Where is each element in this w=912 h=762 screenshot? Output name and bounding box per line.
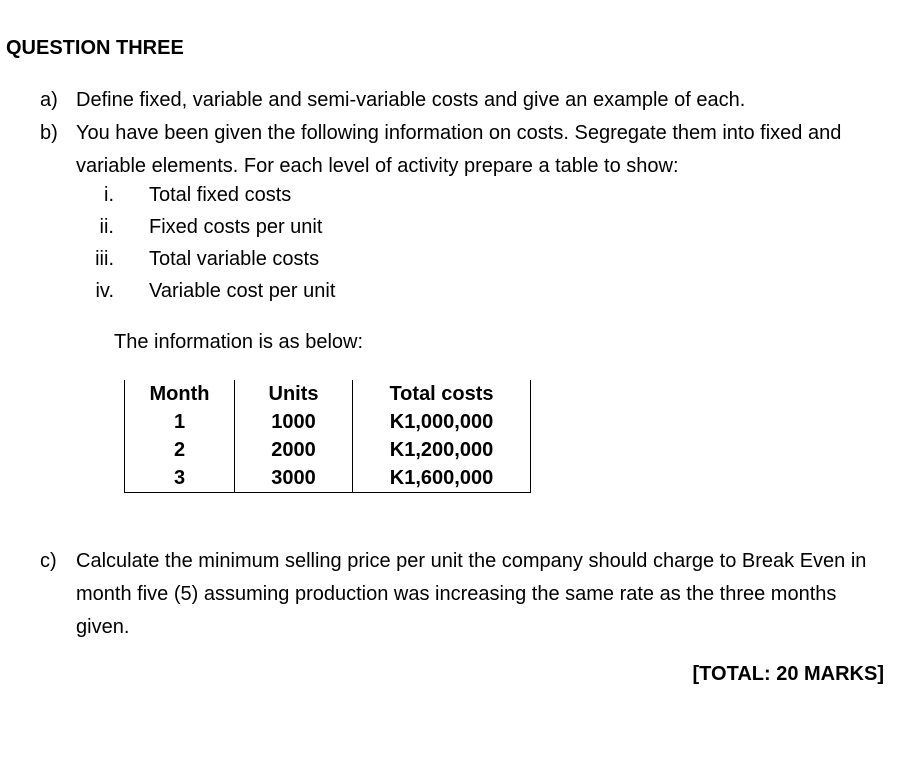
part-b-item: [80, 243, 320, 275]
part-b-item: [80, 211, 323, 243]
cell-units: 1000: [235, 408, 353, 436]
costs-table: [124, 380, 531, 493]
cell-month: 2: [125, 436, 235, 464]
part-b-item-text: Fixed costs per unit: [149, 216, 323, 238]
part-b-item-text: Total variable costs: [149, 248, 320, 270]
part-b-item-text: Variable cost per unit: [149, 280, 336, 302]
part-b-item-text: Total fixed costs: [149, 184, 292, 206]
table-header-row: [125, 380, 531, 408]
question-title: QUESTION THREE: [6, 37, 184, 59]
question-part-c: [40, 545, 870, 644]
header-total-costs: Total costs: [353, 380, 531, 408]
cell-units: 3000: [235, 464, 353, 493]
part-b-item-number: ii.: [99, 216, 114, 238]
info-text: The information is as below:: [114, 331, 364, 353]
part-b-item: [80, 179, 292, 211]
part-c-marker: c): [40, 550, 57, 572]
part-b-item-number: iii.: [95, 248, 114, 270]
part-b-item: [80, 275, 336, 307]
header-month: Month: [125, 380, 235, 408]
part-b-marker: b): [40, 122, 58, 144]
part-a-text: Define fixed, variable and semi-variable costs and give an example of each.: [76, 89, 746, 111]
question-part-b: [40, 117, 910, 183]
cell-total-costs: K1,200,000: [353, 436, 531, 464]
part-b-item-number: i.: [104, 184, 114, 206]
table-row: [125, 464, 531, 493]
cell-units: 2000: [235, 436, 353, 464]
cell-month: 1: [125, 408, 235, 436]
part-a-marker: a): [40, 89, 58, 111]
part-c-text: Calculate the minimum selling price per unit the company should charge to Break Even in month five (5) assuming production was increasing the same rate as the three months given.: [76, 550, 867, 638]
table-row: [125, 436, 531, 464]
part-b-text: You have been given the following information on costs. Segregate them into fixed and variable elements. For each level of activity prepare a table to show:: [76, 122, 842, 177]
table-row: [125, 408, 531, 436]
part-b-item-number: iv.: [95, 280, 114, 302]
cell-total-costs: K1,600,000: [353, 464, 531, 493]
header-units: Units: [235, 380, 353, 408]
total-marks: [TOTAL: 20 MARKS]: [692, 663, 884, 685]
cell-month: 3: [125, 464, 235, 493]
cell-total-costs: K1,000,000: [353, 408, 531, 436]
question-part-a: [40, 84, 908, 117]
